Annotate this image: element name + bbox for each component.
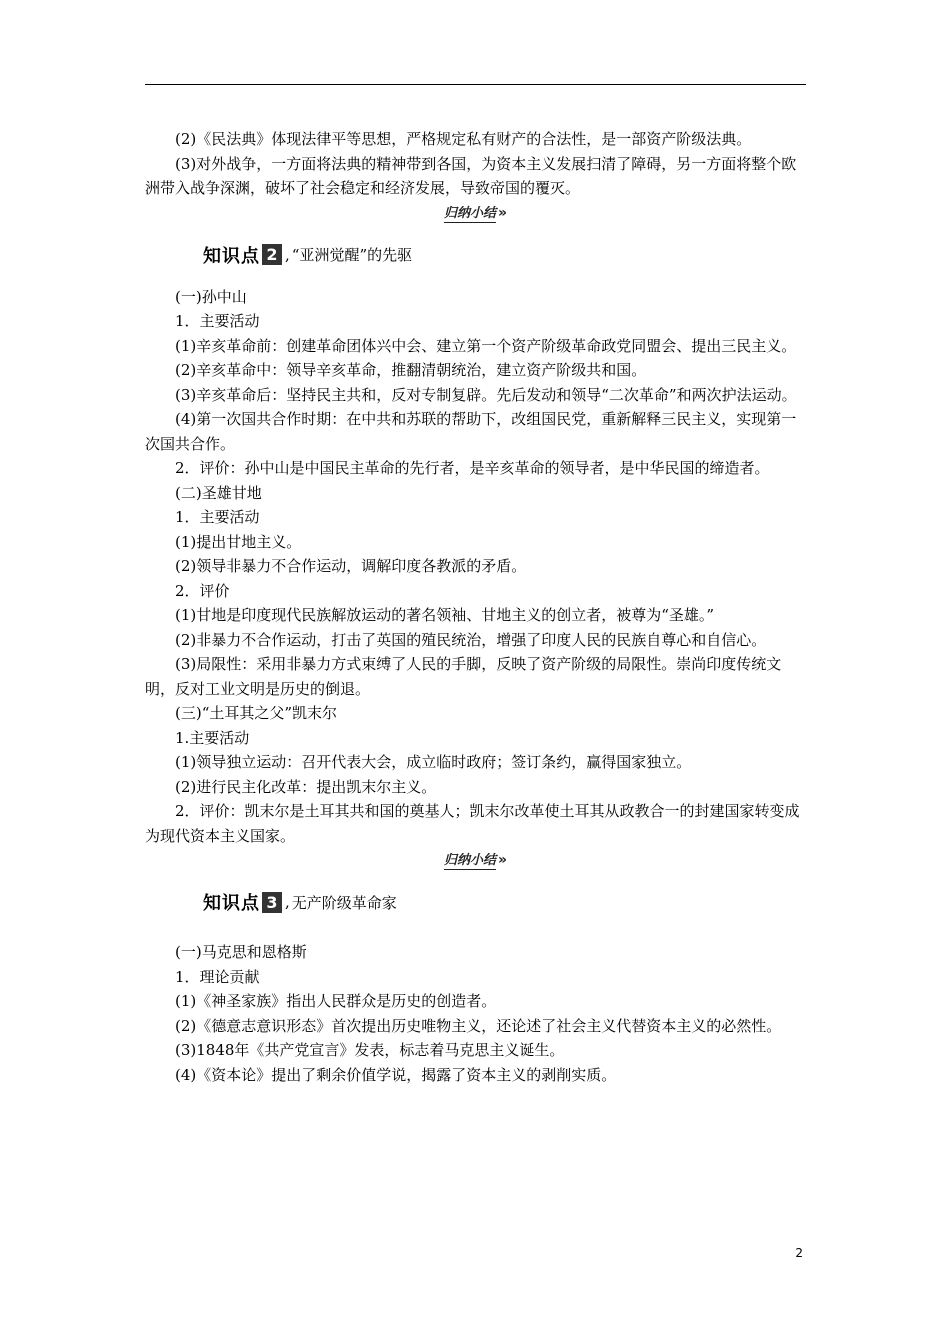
paragraph: (2)非暴力不合作运动，打击了英国的殖民统治，增强了印度人民的民族自尊心和自信心。: [175, 630, 767, 649]
paragraph: (一)孙中山: [175, 287, 247, 306]
paragraph: (1)辛亥革命前：创建革命团体兴中会、建立第一个资产阶级革命政党同盟会、提出三民主义。: [175, 336, 797, 355]
page-content: [145, 127, 806, 1087]
paragraph: (2)《德意志意识形态》首次提出历史唯物主义，还论述了社会主义代替资本主义的必然性。: [175, 1016, 782, 1035]
paragraph: 2．评价：孙中山是中国民主革命的先行者，是辛亥革命的领导者，是中华民国的缔造者。: [175, 459, 770, 477]
kp-label: 知识点: [203, 245, 260, 267]
paragraph: (3)局限性：采用非暴力方式束缚了人民的手脚，反映了资产阶级的局限性。崇尚印度传统文明，反对工业文明是历史的倒退。: [145, 655, 782, 698]
paragraph: (1)《神圣家族》指出人民群众是历史的创造者。: [175, 992, 497, 1010]
kp-number-badge: 3: [262, 892, 282, 913]
kp-title: 无产阶级革命家: [291, 893, 397, 912]
page-number: 2: [795, 1246, 803, 1260]
kp-label: 知识点: [203, 893, 260, 914]
summary-label: 归纳小结: [443, 853, 496, 868]
double-chevron-icon: »: [497, 204, 508, 221]
knowledge-point-2-heading: [145, 225, 806, 285]
kp-separator: ,: [285, 245, 290, 264]
summary-label: 归纳小结: [443, 205, 496, 221]
paragraph: (3)辛亥革命后：坚持民主共和，反对专制复辟。先后发动和领导“二次革命”和两次护法运动。: [175, 385, 797, 404]
paragraph: 2．评价：凯末尔是土耳其共和国的奠基人；凯末尔改革使土耳其从政教合一的封建国家转变成为现代资本主义国家。: [145, 802, 800, 845]
kp-number-badge: 2: [262, 244, 282, 265]
paragraph: 1．理论贡献: [175, 967, 260, 986]
paragraph: (1)领导独立运动：召开代表大会，成立临时政府；签订条约，赢得国家独立。: [175, 753, 692, 771]
paragraph: 2．评价: [175, 581, 230, 600]
paragraph: (3)1848年《共产党宣言》发表，标志着马克思主义诞生。: [175, 1041, 565, 1059]
paragraph: (2)进行民主化改革：提出凯末尔主义。: [175, 777, 437, 796]
paragraph: 1．主要活动: [175, 508, 260, 526]
knowledge-point-3-body: [145, 940, 806, 1087]
double-chevron-icon: »: [497, 852, 508, 868]
paragraph: (4)《资本论》提出了剩余价值学说，揭露了资本主义的剥削实质。: [175, 1065, 617, 1084]
paragraph: (2)辛亥革命中：领导辛亥革命，推翻清朝统治，建立资产阶级共和国。: [175, 361, 647, 379]
paragraph: (一)马克思和恩格斯: [175, 943, 307, 961]
kp-separator: ,: [285, 893, 290, 911]
paragraph: (4)第一次国共合作时期：在中共和苏联的帮助下，改组国民党，重新解释三民主义，实现第一次国共合作。: [145, 410, 797, 453]
paragraph: (2)领导非暴力不合作运动，调解印度各教派的矛盾。: [175, 557, 527, 575]
knowledge-point-3-heading: [145, 872, 806, 932]
summary-link-2[interactable]: [145, 848, 806, 872]
paragraph: (二)圣雄甘地: [175, 483, 262, 502]
knowledge-point-2-body: [145, 285, 806, 849]
header-rule: [145, 84, 806, 85]
paragraph: (1)提出甘地主义。: [175, 532, 302, 551]
paragraph: 1．主要活动: [175, 312, 260, 330]
paragraph: (3)对外战争，一方面将法典的精神带到各国，为资本主义发展扫清了障碍，另一方面将整个欧洲带入战争深渊，破坏了社会稳定和经济发展，导致帝国的覆灭。: [145, 154, 797, 197]
summary-link-1[interactable]: [145, 201, 806, 225]
kp-title: “亚洲觉醒”的先驱: [291, 246, 413, 264]
paragraph: 1.主要活动: [175, 728, 250, 747]
paragraph: (2)《民法典》体现法律平等思想，严格规定私有财产的合法性，是一部资产阶级法典。: [175, 130, 752, 148]
paragraph: (1)甘地是印度现代民族解放运动的著名领袖、甘地主义的创立者，被尊为“圣雄。”: [175, 606, 715, 624]
paragraph: (三)“土耳其之父”凯末尔: [175, 704, 338, 722]
